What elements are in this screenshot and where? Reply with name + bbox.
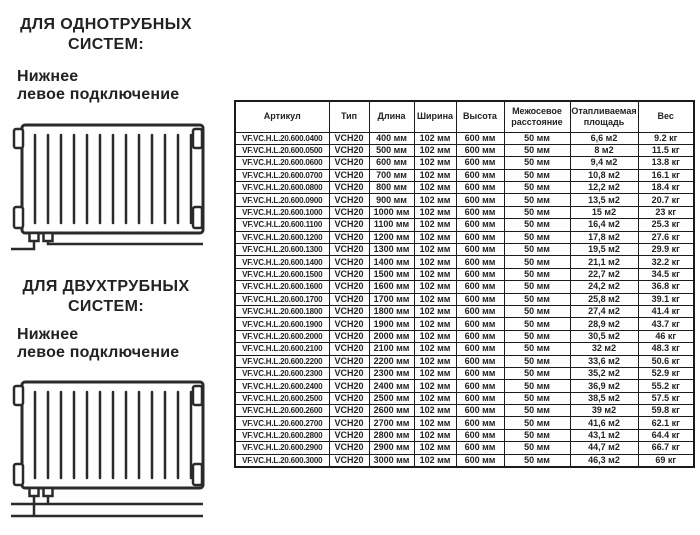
table-cell: 1200 мм <box>369 231 414 243</box>
table-cell: VCH20 <box>329 442 369 454</box>
table-cell: VF.VC.H.L.20.600.2200 <box>235 355 329 367</box>
table-row <box>235 182 694 194</box>
table-cell: 102 мм <box>414 367 456 379</box>
table-cell: VF.VC.H.L.20.600.0900 <box>235 194 329 206</box>
table-cell: 600 мм <box>456 442 504 454</box>
table-cell: 2000 мм <box>369 330 414 342</box>
table-cell: VF.VC.H.L.20.600.0400 <box>235 132 329 144</box>
table-cell: 102 мм <box>414 355 456 367</box>
table-cell: VF.VC.H.L.20.600.1300 <box>235 244 329 256</box>
table-cell: 102 мм <box>414 343 456 355</box>
table-row <box>235 355 694 367</box>
table-cell: 102 мм <box>414 182 456 194</box>
table-cell: 50 мм <box>504 417 570 429</box>
single-pipe-subheading <box>17 68 217 104</box>
table-cell: 16,4 м2 <box>570 219 638 231</box>
table-cell: VCH20 <box>329 219 369 231</box>
table-cell: 102 мм <box>414 231 456 243</box>
table-cell: 102 мм <box>414 144 456 156</box>
table-cell: 102 мм <box>414 318 456 330</box>
table-cell: 1600 мм <box>369 281 414 293</box>
table-cell: VCH20 <box>329 417 369 429</box>
table-header-cell: Межосевое расстояние <box>504 101 570 132</box>
table-cell: 50 мм <box>504 231 570 243</box>
table-row <box>235 144 694 156</box>
table-cell: 1000 мм <box>369 206 414 218</box>
table-cell: 43,1 м2 <box>570 429 638 441</box>
table-cell: 50 мм <box>504 355 570 367</box>
table-row <box>235 429 694 441</box>
table-cell: 50 мм <box>504 206 570 218</box>
table-cell: 50 мм <box>504 182 570 194</box>
table-cell: 2700 мм <box>369 417 414 429</box>
single-pipe-heading-line1: ДЛЯ ОДНОТРУБНЫХ <box>20 16 192 33</box>
table-cell: 17,8 м2 <box>570 231 638 243</box>
table-cell: 50 мм <box>504 318 570 330</box>
table-cell: 55.2 кг <box>638 380 694 392</box>
table-cell: 50 мм <box>504 157 570 169</box>
table-row <box>235 169 694 181</box>
table-cell: 20.7 кг <box>638 194 694 206</box>
table-cell: 600 мм <box>456 330 504 342</box>
two-pipe-heading-line1: ДЛЯ ДВУХТРУБНЫХ <box>22 278 190 295</box>
table-cell: 600 мм <box>456 293 504 305</box>
table-cell: 102 мм <box>414 293 456 305</box>
table-cell: VF.VC.H.L.20.600.1200 <box>235 231 329 243</box>
table-cell: VF.VC.H.L.20.600.1100 <box>235 219 329 231</box>
table-cell: 600 мм <box>456 268 504 280</box>
table-cell: VCH20 <box>329 355 369 367</box>
table-cell: VCH20 <box>329 256 369 268</box>
table-cell: VF.VC.H.L.20.600.1900 <box>235 318 329 330</box>
table-cell: 102 мм <box>414 281 456 293</box>
table-cell: 1400 мм <box>369 256 414 268</box>
table-cell: 2200 мм <box>369 355 414 367</box>
table-cell: 32 м2 <box>570 343 638 355</box>
table-cell: 8 м2 <box>570 144 638 156</box>
table-cell: 600 мм <box>456 256 504 268</box>
table-cell: 39.1 кг <box>638 293 694 305</box>
table-cell: 50 мм <box>504 343 570 355</box>
table-header-row <box>235 101 694 132</box>
table-cell: VCH20 <box>329 305 369 317</box>
two-pipe-subheading-line1: Нижнее <box>17 326 79 343</box>
table-cell: 2300 мм <box>369 367 414 379</box>
table-cell: 43.7 кг <box>638 318 694 330</box>
table-cell: 1700 мм <box>369 293 414 305</box>
table-cell: VF.VC.H.L.20.600.3000 <box>235 454 329 467</box>
table-cell: 50 мм <box>504 293 570 305</box>
table-cell: 1800 мм <box>369 305 414 317</box>
table-cell: 46 кг <box>638 330 694 342</box>
table-cell: VF.VC.H.L.20.600.1800 <box>235 305 329 317</box>
table-cell: 102 мм <box>414 268 456 280</box>
table-cell: 600 мм <box>456 405 504 417</box>
table-cell: VF.VC.H.L.20.600.2300 <box>235 367 329 379</box>
table-cell: VF.VC.H.L.20.600.1700 <box>235 293 329 305</box>
table-cell: 600 мм <box>456 417 504 429</box>
table-cell: 27,4 м2 <box>570 305 638 317</box>
table-cell: 57.5 кг <box>638 392 694 404</box>
table-cell: 600 мм <box>456 429 504 441</box>
table-cell: 39 м2 <box>570 405 638 417</box>
table-cell: VF.VC.H.L.20.600.2700 <box>235 417 329 429</box>
table-cell: 50 мм <box>504 330 570 342</box>
table-row <box>235 454 694 467</box>
table-row <box>235 417 694 429</box>
table-cell: 2600 мм <box>369 405 414 417</box>
table-cell: 19,5 м2 <box>570 244 638 256</box>
table-cell: 50 мм <box>504 454 570 467</box>
table-row <box>235 132 694 144</box>
table-row <box>235 268 694 280</box>
table-cell: 50 мм <box>504 132 570 144</box>
table-cell: 34.5 кг <box>638 268 694 280</box>
table-cell: 12,2 м2 <box>570 182 638 194</box>
table-cell: VCH20 <box>329 392 369 404</box>
table-cell: VCH20 <box>329 380 369 392</box>
table-cell: 6,6 м2 <box>570 132 638 144</box>
table-cell: 2900 мм <box>369 442 414 454</box>
table-cell: VF.VC.H.L.20.600.2600 <box>235 405 329 417</box>
table-row <box>235 219 694 231</box>
table-cell: 102 мм <box>414 454 456 467</box>
table-row <box>235 157 694 169</box>
table-cell: VCH20 <box>329 405 369 417</box>
table-cell: 9.2 кг <box>638 132 694 144</box>
table-cell: 102 мм <box>414 429 456 441</box>
table-cell: VCH20 <box>329 281 369 293</box>
table-cell: 46,3 м2 <box>570 454 638 467</box>
table-cell: 600 мм <box>456 182 504 194</box>
table-cell: 41.4 кг <box>638 305 694 317</box>
table-header-cell: Отапливаемая площадь <box>570 101 638 132</box>
table-cell: 600 мм <box>456 305 504 317</box>
table-cell: VCH20 <box>329 231 369 243</box>
table-cell: VCH20 <box>329 343 369 355</box>
table-cell: 102 мм <box>414 219 456 231</box>
table-cell: 102 мм <box>414 380 456 392</box>
table-cell: 900 мм <box>369 194 414 206</box>
table-cell: 36,9 м2 <box>570 380 638 392</box>
single-pipe-heading-line2: СИСТЕМ: <box>67 36 145 53</box>
table-cell: 21,1 м2 <box>570 256 638 268</box>
table-cell: VCH20 <box>329 144 369 156</box>
table-row <box>235 231 694 243</box>
table-cell: 50 мм <box>504 380 570 392</box>
table-cell: VCH20 <box>329 182 369 194</box>
table-cell: 102 мм <box>414 206 456 218</box>
table-cell: 22,7 м2 <box>570 268 638 280</box>
table-cell: 600 мм <box>456 132 504 144</box>
table-cell: 600 мм <box>456 392 504 404</box>
radiator-bottom-left-connection-single-pipe-icon <box>8 112 208 257</box>
table-cell: VF.VC.H.L.20.600.1400 <box>235 256 329 268</box>
table-cell: 600 мм <box>369 157 414 169</box>
table-row <box>235 442 694 454</box>
single-pipe-subheading-line2: левое подключение <box>17 86 180 103</box>
radiator-spec-table <box>234 100 695 468</box>
table-cell: VF.VC.H.L.20.600.2400 <box>235 380 329 392</box>
table-cell: VCH20 <box>329 194 369 206</box>
table-cell: VF.VC.H.L.20.600.2900 <box>235 442 329 454</box>
table-cell: 102 мм <box>414 169 456 181</box>
table-row <box>235 380 694 392</box>
two-pipe-subheading-line2: левое подключение <box>17 344 180 361</box>
table-cell: 62.1 кг <box>638 417 694 429</box>
table-cell: 102 мм <box>414 330 456 342</box>
table-cell: VF.VC.H.L.20.600.0800 <box>235 182 329 194</box>
table-cell: 600 мм <box>456 206 504 218</box>
table-cell: 38,5 м2 <box>570 392 638 404</box>
table-row <box>235 318 694 330</box>
table-cell: VF.VC.H.L.20.600.0600 <box>235 157 329 169</box>
table-cell: 600 мм <box>456 355 504 367</box>
table-cell: 13,5 м2 <box>570 194 638 206</box>
table-cell: 600 мм <box>456 194 504 206</box>
table-header-cell: Высота <box>456 101 504 132</box>
table-cell: 102 мм <box>414 256 456 268</box>
table-cell: 102 мм <box>414 244 456 256</box>
table-cell: 600 мм <box>456 454 504 467</box>
table-cell: VCH20 <box>329 268 369 280</box>
table-cell: 25,8 м2 <box>570 293 638 305</box>
table-header-cell: Длина <box>369 101 414 132</box>
table-cell: 600 мм <box>456 144 504 156</box>
table-cell: 50 мм <box>504 405 570 417</box>
table-cell: 23 кг <box>638 206 694 218</box>
table-cell: 50.6 кг <box>638 355 694 367</box>
table-body <box>235 132 694 467</box>
table-cell: 600 мм <box>456 169 504 181</box>
table-row <box>235 392 694 404</box>
table-cell: 15 м2 <box>570 206 638 218</box>
table-cell: 44,7 м2 <box>570 442 638 454</box>
table-cell: 64.4 кг <box>638 429 694 441</box>
table-cell: 50 мм <box>504 256 570 268</box>
table-cell: 50 мм <box>504 429 570 441</box>
table-cell: VCH20 <box>329 367 369 379</box>
table-cell: VCH20 <box>329 293 369 305</box>
table-cell: 41,6 м2 <box>570 417 638 429</box>
table-cell: 1500 мм <box>369 268 414 280</box>
table-cell: VF.VC.H.L.20.600.1000 <box>235 206 329 218</box>
table-cell: 24,2 м2 <box>570 281 638 293</box>
table-row <box>235 405 694 417</box>
table-cell: 2800 мм <box>369 429 414 441</box>
table-cell: VCH20 <box>329 169 369 181</box>
table-cell: 102 мм <box>414 157 456 169</box>
table-cell: VCH20 <box>329 132 369 144</box>
table-cell: 11.5 кг <box>638 144 694 156</box>
table-cell: 2500 мм <box>369 392 414 404</box>
table-cell: 600 мм <box>456 219 504 231</box>
table-cell: VF.VC.H.L.20.600.1600 <box>235 281 329 293</box>
table-cell: 50 мм <box>504 219 570 231</box>
table-cell: 69 кг <box>638 454 694 467</box>
table-row <box>235 244 694 256</box>
table-cell: VF.VC.H.L.20.600.2500 <box>235 392 329 404</box>
table-cell: VCH20 <box>329 429 369 441</box>
table-cell: 3000 мм <box>369 454 414 467</box>
table-cell: 800 мм <box>369 182 414 194</box>
table-cell: 50 мм <box>504 281 570 293</box>
table-cell: 59.8 кг <box>638 405 694 417</box>
two-pipe-heading-line2: СИСТЕМ: <box>67 298 145 315</box>
table-cell: 102 мм <box>414 442 456 454</box>
radiator-bottom-left-connection-two-pipe-icon <box>8 376 208 532</box>
table-cell: 50 мм <box>504 194 570 206</box>
table-cell: VF.VC.H.L.20.600.0700 <box>235 169 329 181</box>
table-cell: 50 мм <box>504 305 570 317</box>
table-header-cell: Вес <box>638 101 694 132</box>
table-cell: 600 мм <box>456 231 504 243</box>
table-cell: VF.VC.H.L.20.600.2800 <box>235 429 329 441</box>
two-pipe-heading <box>0 277 212 317</box>
table-cell: 102 мм <box>414 417 456 429</box>
table-cell: VCH20 <box>329 318 369 330</box>
table-row <box>235 367 694 379</box>
table-cell: VF.VC.H.L.20.600.2100 <box>235 343 329 355</box>
table-cell: 2400 мм <box>369 380 414 392</box>
table-cell: 600 мм <box>456 157 504 169</box>
table-cell: 600 мм <box>456 343 504 355</box>
table-cell: 102 мм <box>414 132 456 144</box>
table-cell: 600 мм <box>456 318 504 330</box>
table-row <box>235 256 694 268</box>
table-cell: 16.1 кг <box>638 169 694 181</box>
table-cell: 27.6 кг <box>638 231 694 243</box>
table-cell: 66.7 кг <box>638 442 694 454</box>
table-cell: 102 мм <box>414 392 456 404</box>
table-row <box>235 194 694 206</box>
table-cell: 700 мм <box>369 169 414 181</box>
table-cell: 30,5 м2 <box>570 330 638 342</box>
table-cell: 50 мм <box>504 392 570 404</box>
table-cell: VCH20 <box>329 330 369 342</box>
table-cell: 500 мм <box>369 144 414 156</box>
single-pipe-subheading-line1: Нижнее <box>17 68 79 85</box>
table-cell: 13.8 кг <box>638 157 694 169</box>
two-pipe-subheading <box>17 326 217 362</box>
table-cell: 52.9 кг <box>638 367 694 379</box>
table-cell: 102 мм <box>414 305 456 317</box>
table-row <box>235 293 694 305</box>
table-cell: 50 мм <box>504 244 570 256</box>
table-cell: 50 мм <box>504 169 570 181</box>
table-cell: VCH20 <box>329 454 369 467</box>
table-cell: VCH20 <box>329 206 369 218</box>
table-cell: 50 мм <box>504 268 570 280</box>
table-cell: 36.8 кг <box>638 281 694 293</box>
table-cell: VF.VC.H.L.20.600.0500 <box>235 144 329 156</box>
table-cell: VF.VC.H.L.20.600.2000 <box>235 330 329 342</box>
table-cell: 400 мм <box>369 132 414 144</box>
table-cell: 1100 мм <box>369 219 414 231</box>
table-row <box>235 343 694 355</box>
table-cell: 33,6 м2 <box>570 355 638 367</box>
table-row <box>235 305 694 317</box>
table-cell: VF.VC.H.L.20.600.1500 <box>235 268 329 280</box>
table-cell: 600 мм <box>456 244 504 256</box>
table-cell: 28,9 м2 <box>570 318 638 330</box>
table-row <box>235 281 694 293</box>
table-header-cell: Артикул <box>235 101 329 132</box>
table-cell: VCH20 <box>329 157 369 169</box>
table-cell: 50 мм <box>504 144 570 156</box>
table-row <box>235 330 694 342</box>
table-cell: 35,2 м2 <box>570 367 638 379</box>
table-cell: VCH20 <box>329 244 369 256</box>
table-cell: 50 мм <box>504 367 570 379</box>
table-row <box>235 206 694 218</box>
table-cell: 29.9 кг <box>638 244 694 256</box>
table-cell: 1300 мм <box>369 244 414 256</box>
table-cell: 102 мм <box>414 194 456 206</box>
table-cell: 32.2 кг <box>638 256 694 268</box>
table-cell: 102 мм <box>414 405 456 417</box>
table-cell: 18.4 кг <box>638 182 694 194</box>
table-cell: 25.3 кг <box>638 219 694 231</box>
table-header-cell: Тип <box>329 101 369 132</box>
table-header-cell: Ширина <box>414 101 456 132</box>
table-cell: 600 мм <box>456 281 504 293</box>
table-cell: 50 мм <box>504 442 570 454</box>
table-cell: 9,4 м2 <box>570 157 638 169</box>
table-cell: 10,8 м2 <box>570 169 638 181</box>
table-cell: 1900 мм <box>369 318 414 330</box>
table-cell: 600 мм <box>456 367 504 379</box>
table-cell: 2100 мм <box>369 343 414 355</box>
table-cell: 600 мм <box>456 380 504 392</box>
table-cell: 48.3 кг <box>638 343 694 355</box>
single-pipe-heading <box>0 15 212 55</box>
